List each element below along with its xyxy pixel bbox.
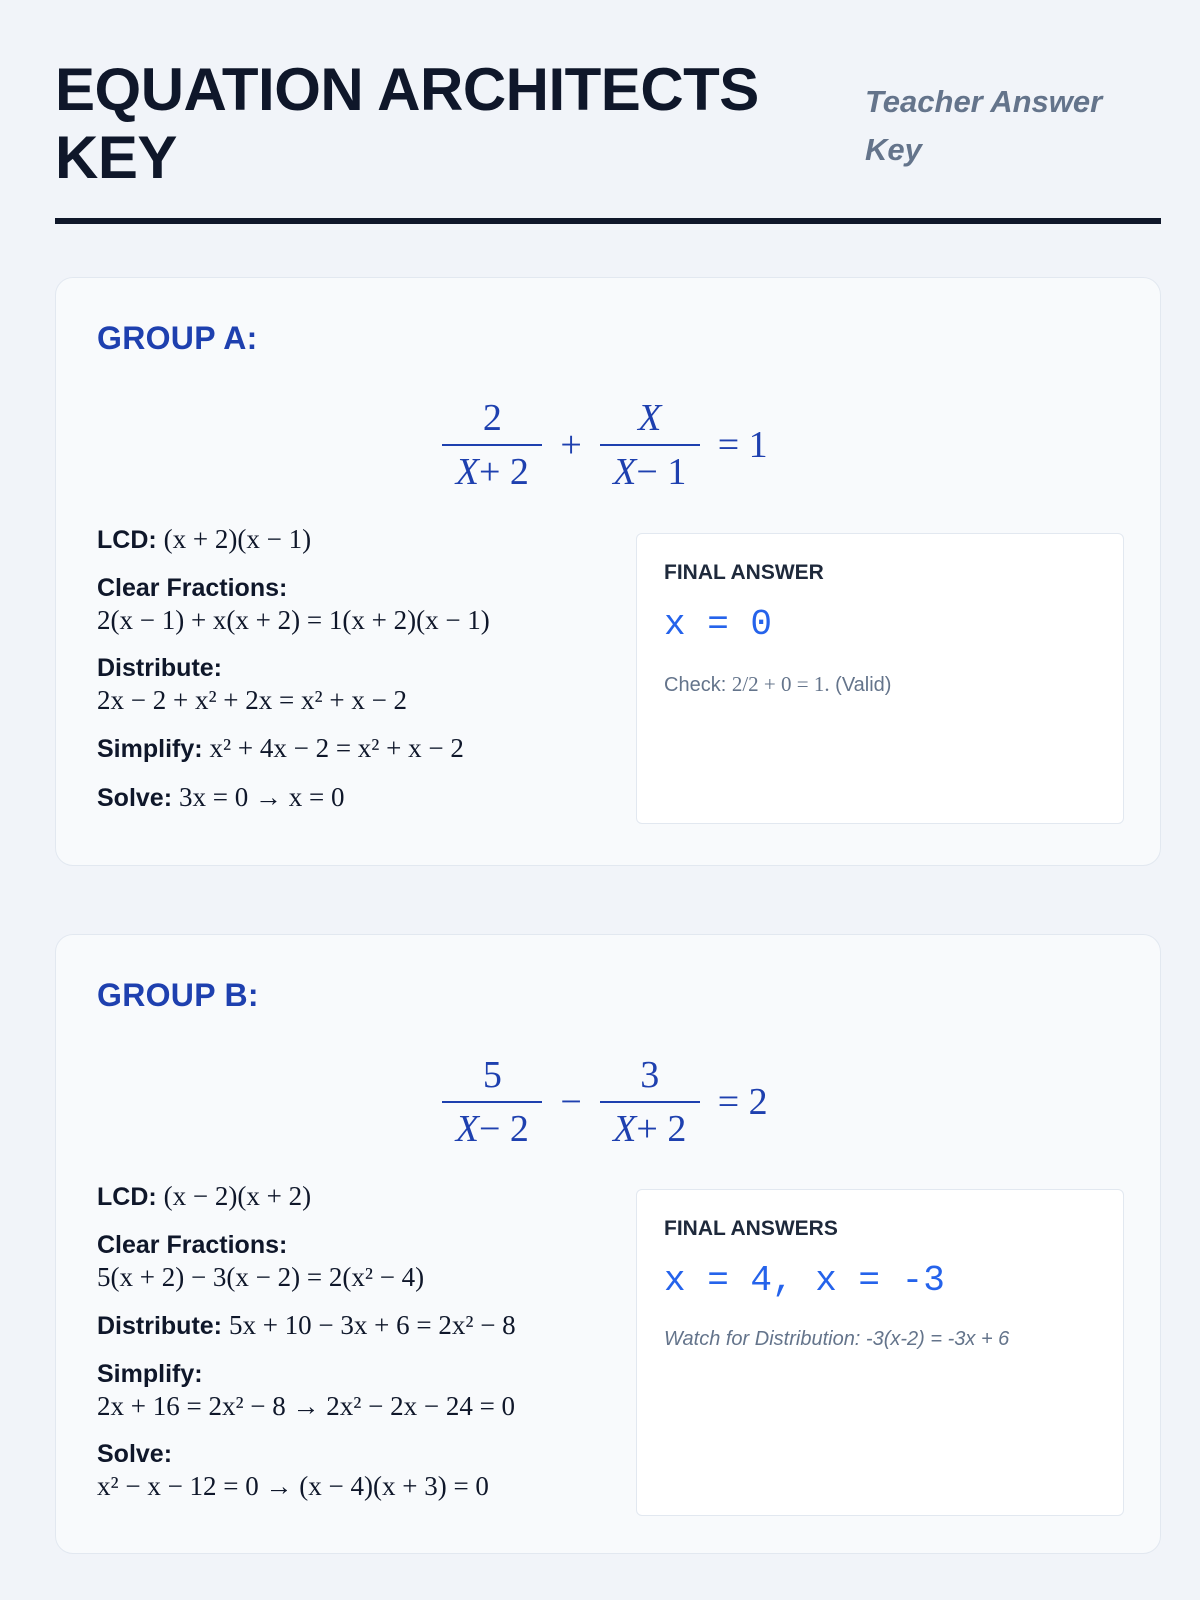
denominator-rest: − 1 [636,451,687,493]
equation-operator: − [560,1081,582,1123]
fraction-denominator [442,444,542,494]
step-math: 5(x + 2) − 3(x − 2) = 2(x² − 4) [97,1262,425,1292]
final-answers-label: FINAL ANSWERS [664,1217,838,1240]
step-math: 5x + 10 − 3x + 6 = 2x² − 8 [228,1310,516,1340]
group-b-equation [56,1053,1160,1151]
fraction-denominator [600,444,700,494]
fraction-denominator [442,1101,542,1151]
group-b-answer-box [636,1189,1124,1516]
group-a-card [55,277,1161,866]
equation-rhs: = 2 [717,1081,768,1123]
step-label: Distribute: [97,654,222,682]
group-b-fraction-1 [442,1053,542,1151]
equation-rhs: = 1 [717,424,768,466]
check-suffix: (Valid) [835,674,892,696]
step-simplify [97,732,597,765]
step-label: Simplify: [97,1360,203,1388]
step-label: Clear Fractions: [97,1231,288,1259]
step-lcd [97,1180,597,1213]
step-distribute [97,1309,597,1342]
step-math: x² − x − 12 = 0 → (x − 4)(x + 3) = 0 [97,1471,489,1501]
denominator-rest: + 2 [636,1108,687,1150]
step-math: 2x − 2 + x² + 2x = x² + x − 2 [97,685,408,715]
answer-check-note [664,672,891,697]
step-math: (x + 2)(x − 1) [163,524,312,554]
page-header [55,50,1161,224]
step-label: Solve: [97,784,173,812]
fraction-numerator: 5 [482,1054,502,1096]
fraction-numerator: X [638,397,662,439]
group-a-fraction-1 [442,396,542,494]
group-b-title: GROUP B: [97,977,259,1013]
group-a-steps [97,523,597,830]
variable: X [613,451,637,493]
step-label: LCD: [97,526,157,554]
step-solve [97,781,597,814]
variable: X [613,1108,637,1150]
check-prefix: Check: [664,674,727,696]
equation-operator: + [560,424,582,466]
final-answer-value: x = 0 [664,604,773,645]
step-lcd [97,523,597,556]
step-clear-fractions [97,572,597,636]
group-b-card [55,934,1161,1554]
fraction-numerator: 3 [640,1054,660,1096]
step-math: 2x + 16 = 2x² − 8 → 2x² − 2x − 24 = 0 [97,1391,516,1421]
step-solve [97,1438,597,1502]
fraction-numerator: 2 [482,397,502,439]
step-clear-fractions [97,1229,597,1293]
group-a-answer-box [636,533,1124,824]
step-label: Distribute: [97,1312,222,1340]
final-answers-value: x = 4, x = -3 [664,1260,945,1301]
step-math: 2(x − 1) + x(x + 2) = 1(x + 2)(x − 1) [97,605,490,635]
group-b-fraction-2 [600,1053,700,1151]
group-a-equation [56,396,1160,494]
distribution-warning-note: Watch for Distribution: -3(x-2) = -3x + 6 [664,1328,1010,1350]
page-title: EQUATION ARCHITECTS KEY [55,56,759,191]
check-math: 2/2 + 0 = 1. [731,672,830,696]
step-math: 3x = 0 → x = 0 [178,782,345,812]
denominator-rest: − 2 [478,1108,529,1150]
denominator-rest: + 2 [478,451,529,493]
step-label: Simplify: [97,735,203,763]
final-answer-label: FINAL ANSWER [664,561,824,584]
step-label: LCD: [97,1183,157,1211]
variable: X [455,451,479,493]
fraction-denominator [600,1101,700,1151]
step-simplify [97,1358,597,1422]
step-math: x² + 4x − 2 = x² + x − 2 [209,733,464,763]
step-math: (x − 2)(x + 2) [163,1181,312,1211]
group-a-title: GROUP A: [97,320,258,356]
group-a-fraction-2 [600,396,700,494]
step-label: Solve: [97,1440,173,1468]
step-label: Clear Fractions: [97,574,288,602]
variable: X [455,1108,479,1150]
page-subtitle: Teacher Answer Key [865,84,1103,167]
step-distribute [97,652,597,716]
group-b-steps [97,1180,597,1518]
